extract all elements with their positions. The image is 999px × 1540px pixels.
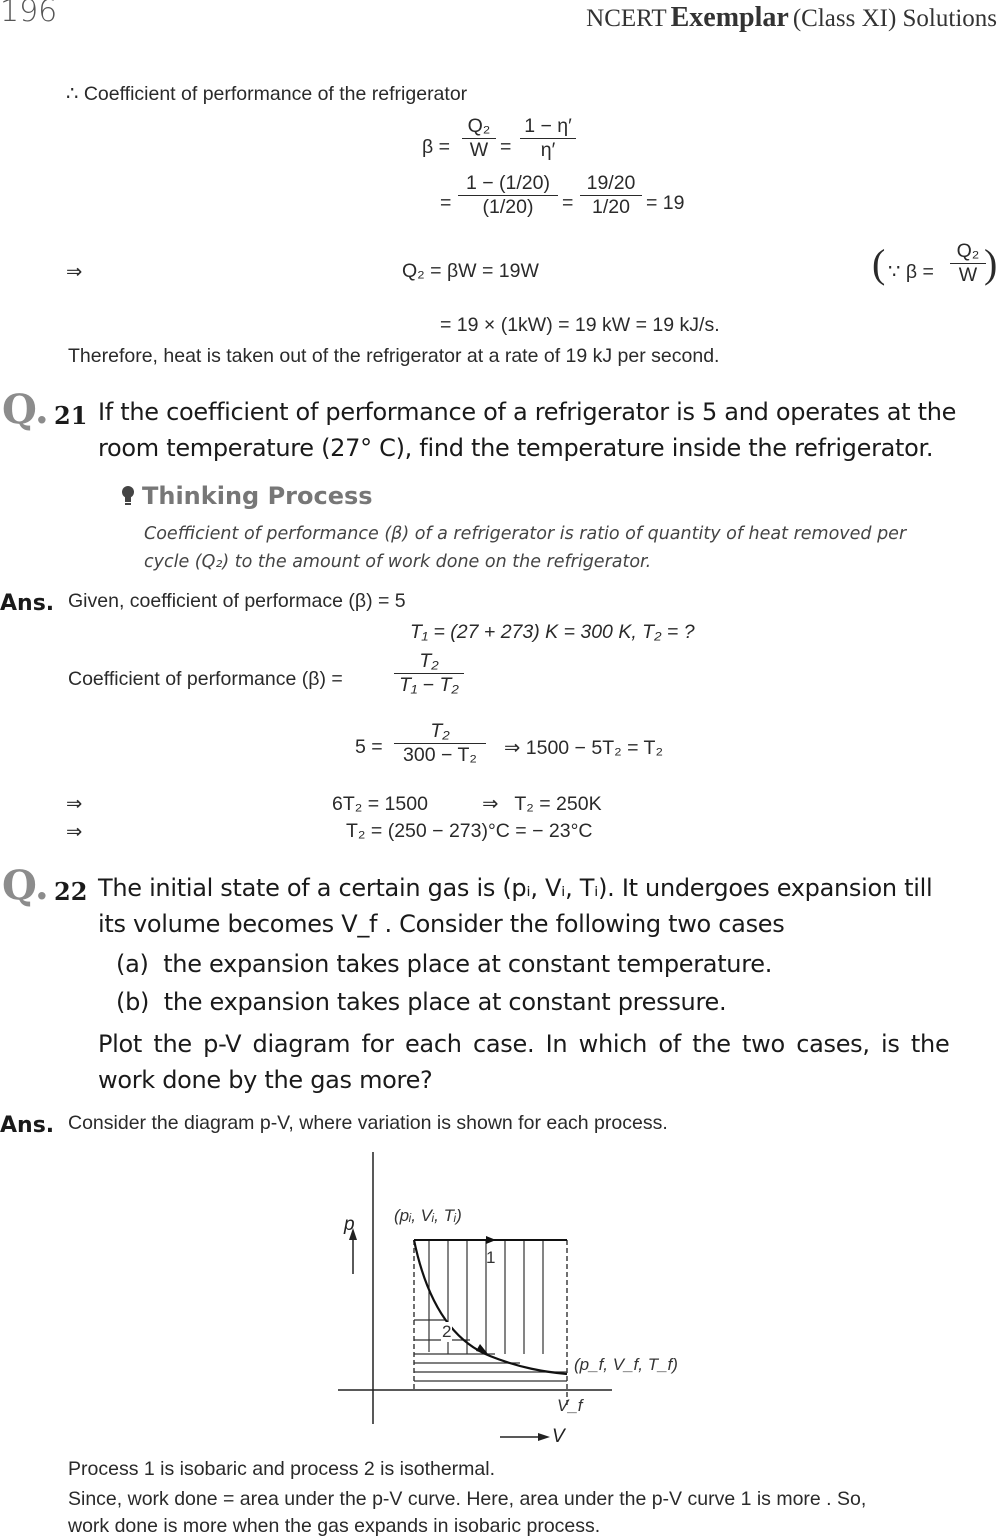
q22-ans-intro: Consider the diagram p-V, where variation is shown for each process. (68, 1112, 668, 1134)
q22-line3: Plot the p-V diagram for each case. In which of the two cases, is the (98, 1030, 950, 1058)
eq2-result: = 19 (646, 192, 685, 214)
process-statement: Process 1 is isobaric and process 2 is isothermal. (68, 1458, 496, 1480)
eq2-frac2 (580, 172, 642, 219)
eq5-lhs: 5 = (355, 736, 383, 758)
q21-number: 21 (54, 401, 88, 430)
cop-num: T₂ (419, 650, 439, 672)
q22-line1: The initial state of a certain gas is (pᵢ, Vᵢ, Tᵢ). It undergoes expansion till (98, 874, 933, 902)
eq1-lhs: β = (422, 136, 451, 158)
eq2-frac1 (458, 172, 558, 219)
q21-given: Given, coefficient of performace (β) = 5 (68, 590, 406, 612)
since-line2: work done is more when the gas expands in isobaric process. (68, 1515, 601, 1537)
cop-frac (394, 650, 464, 697)
thinking-process-header (118, 482, 373, 510)
eq1-frac1-den: W (469, 139, 489, 161)
vf-tick-label: V_f (557, 1396, 583, 1415)
final-state-label: (p_f, V_f, T_f) (574, 1355, 678, 1374)
pv-diagram (330, 1148, 670, 1458)
eq1-frac2-num: 1 − η′ (524, 115, 572, 137)
q22-case-b: (b) the expansion takes place at constant pressure. (116, 988, 727, 1016)
eq1-frac2 (520, 115, 576, 162)
because-num: Q₂ (956, 240, 980, 262)
eq1-frac1-num: Q₂ (467, 115, 491, 137)
q21-label: Q. (2, 386, 49, 433)
v-arrowhead-icon (538, 1433, 550, 1441)
conclusion-text: Therefore, heat is taken out of the refrigerator at a rate of 19 kJ per second. (68, 345, 720, 367)
curve-1-label: 1 (486, 1248, 496, 1267)
eq6: 6T₂ = 1500 ⇒ T₂ = 250K (332, 793, 602, 815)
implies-arrow-icon-2: ⇒ (66, 793, 83, 815)
cop-den: T₁ − T₂ (399, 674, 459, 696)
q22-number: 22 (54, 877, 88, 906)
book-exemplar: Exemplar (670, 2, 789, 33)
eq5-num: T₂ (430, 720, 450, 742)
thinking-line2: cycle (Q₂) to the amount of work done on the refrigerator. (144, 552, 652, 572)
q22-line2: its volume becomes V_f . Consider the following two cases (98, 910, 785, 938)
process-1-arrowhead-icon (486, 1236, 496, 1244)
eq5-frac (394, 720, 486, 767)
book-rest: (Class XI) Solutions (792, 5, 997, 32)
because-frac (950, 240, 986, 287)
thinking-line1: Coefficient of performance (β) of a refrigerator is ratio of quantity of heat removed per (144, 524, 907, 544)
because-label (888, 260, 934, 284)
eq2-mid: = (562, 192, 574, 214)
initial-state-label: (pᵢ, Vᵢ, Tᵢ) (394, 1206, 462, 1225)
p-axis-label: p (344, 1214, 355, 1235)
thinking-title: Thinking Process (142, 482, 373, 510)
q22-line4: work done by the gas more? (98, 1066, 433, 1094)
eq2-frac2-den: 1/20 (592, 196, 630, 218)
eq1-frac1 (462, 115, 496, 162)
eq2-frac1-num: 1 − (1/20) (465, 172, 550, 194)
eq2-frac1-den: (1/20) (482, 196, 534, 218)
cop-label: Coefficient of performance (β) = (68, 668, 343, 690)
q21-line1: If the coefficient of performance of a refrigerator is 5 and operates at the (98, 398, 957, 426)
page-number: 196 (0, 0, 58, 29)
eq2-frac2-num: 19/20 (586, 172, 636, 194)
eq1-frac2-den: η′ (540, 139, 556, 161)
implies-arrow-icon-3: ⇒ (66, 821, 83, 843)
v-axis-label: V (552, 1426, 565, 1447)
since-line1: Since, work done = area under the p-V curve. Here, area under the p-V curve 1 is more . So, (68, 1488, 867, 1510)
q22-case-a: (a) the expansion takes place at constant temperature. (116, 950, 773, 978)
because-den: W (958, 264, 978, 286)
q21-line2: room temperature (27° C), find the temperature inside the refrigerator. (98, 434, 934, 462)
because-paren-open: ( (872, 241, 886, 286)
eq7: T₂ = (250 − 273)°C = − 23°C (346, 820, 593, 842)
eq4: = 19 × (1kW) = 19 kW = 19 kJ/s. (440, 314, 720, 336)
eq3: Q₂ = βW = 19W (402, 260, 539, 282)
q22-label: Q. (2, 862, 49, 909)
book-ncert: NCERT (586, 5, 667, 32)
q21-ans-label: Ans. (0, 591, 55, 616)
because-paren-close: ) (984, 241, 998, 286)
eq2-eq: = (440, 192, 452, 214)
eq5-den: 300 − T₂ (403, 744, 477, 766)
q21-temps: T₁ = (27 + 273) K = 300 K, T₂ = ? (410, 621, 695, 643)
eq1-mid: = (500, 136, 512, 158)
curve-2-label: 2 (442, 1322, 452, 1341)
implies-arrow-icon: ⇒ (66, 261, 83, 283)
q22-ans-label: Ans. (0, 1113, 55, 1138)
cop-intro: ∴ Coefficient of performance of the refrigerator (66, 83, 468, 105)
eq5-rhs: ⇒ 1500 − 5T₂ = T₂ (504, 737, 664, 759)
lightbulb-icon (118, 483, 138, 509)
book-title (586, 2, 997, 34)
because-text: ∵ β = (888, 261, 934, 283)
